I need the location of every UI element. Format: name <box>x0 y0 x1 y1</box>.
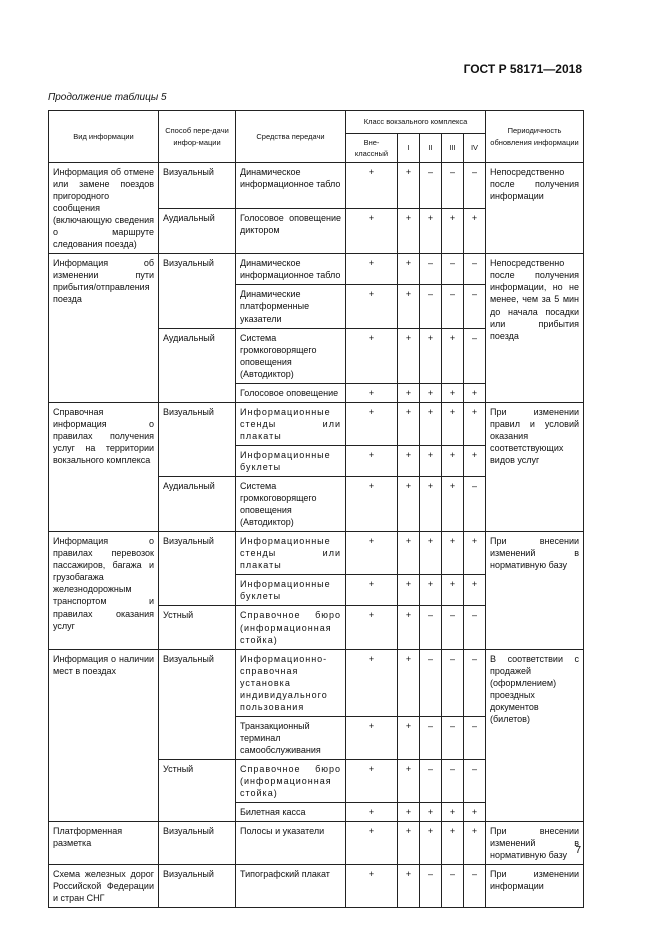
means-cell: Динамическое информационное табло <box>236 254 346 285</box>
class-mark-cell: + <box>346 606 398 649</box>
info-type-cell: Схема железных дорог Российской Федерации и стран СНГ <box>49 865 159 908</box>
table-row <box>49 163 584 209</box>
method-cell: Визуальный <box>159 822 236 865</box>
class-mark-cell: – <box>464 865 486 908</box>
class-mark-cell: + <box>464 575 486 606</box>
table-row <box>49 402 584 445</box>
class-mark-cell: – <box>420 649 442 716</box>
class-mark-cell: + <box>464 445 486 476</box>
means-cell: Информационные стенды или плакаты <box>236 402 346 445</box>
class-mark-cell: + <box>346 865 398 908</box>
class-mark-cell: + <box>398 383 420 402</box>
class-mark-cell: + <box>442 822 464 865</box>
means-cell: Справочное бюро (информационная стойка) <box>236 759 346 802</box>
means-cell: Типографский плакат <box>236 865 346 908</box>
class-mark-cell: – <box>442 163 464 209</box>
table-caption: Продолжение таблицы 5 <box>48 92 167 103</box>
method-cell: Визуальный <box>159 532 236 606</box>
class-mark-cell: + <box>398 254 420 285</box>
class-mark-cell: + <box>398 532 420 575</box>
class-mark-cell: – <box>420 163 442 209</box>
class-mark-cell: + <box>420 402 442 445</box>
class-mark-cell: + <box>346 285 398 328</box>
header-class-ext: Вне-классный <box>346 134 398 163</box>
class-mark-cell: + <box>442 477 464 532</box>
class-mark-cell: + <box>398 759 420 802</box>
class-mark-cell: + <box>398 716 420 759</box>
class-mark-cell: + <box>398 328 420 383</box>
class-mark-cell: – <box>420 865 442 908</box>
table-row <box>49 865 584 908</box>
info-type-cell: Платформенная разметка <box>49 822 159 865</box>
means-cell: Информационные буклеты <box>236 575 346 606</box>
class-mark-cell: + <box>346 649 398 716</box>
class-mark-cell: + <box>442 383 464 402</box>
class-mark-cell: + <box>346 822 398 865</box>
header-class-2: II <box>420 134 442 163</box>
period-cell: В соответствии с продажей (оформлением) проездных документов (билетов) <box>486 649 584 822</box>
means-cell: Динамические платформенные указатели <box>236 285 346 328</box>
info-table <box>48 110 584 908</box>
class-mark-cell: + <box>420 822 442 865</box>
method-cell: Аудиальный <box>159 328 236 402</box>
period-cell: При внесении изменений в нормативную базу <box>486 532 584 649</box>
header-method: Способ пере-дачи инфор-мации <box>159 111 236 163</box>
method-cell: Визуальный <box>159 163 236 209</box>
header-class-3: III <box>442 134 464 163</box>
class-mark-cell: – <box>464 163 486 209</box>
method-cell: Визуальный <box>159 865 236 908</box>
method-cell: Аудиальный <box>159 477 236 532</box>
class-mark-cell: + <box>346 328 398 383</box>
class-mark-cell: + <box>346 163 398 209</box>
class-mark-cell: + <box>398 575 420 606</box>
header-period: Периодичность обновления информации <box>486 111 584 163</box>
header-means: Средства передачи <box>236 111 346 163</box>
class-mark-cell: + <box>420 575 442 606</box>
class-mark-cell: – <box>464 328 486 383</box>
class-mark-cell: + <box>464 822 486 865</box>
means-cell: Транзакционный терминал самообслуживания <box>236 716 346 759</box>
class-mark-cell: + <box>346 803 398 822</box>
header-class-group: Класс вокзального комплекса <box>346 111 486 134</box>
class-mark-cell: + <box>420 208 442 254</box>
means-cell: Справочное бюро (информационная стойка) <box>236 606 346 649</box>
class-mark-cell: + <box>420 532 442 575</box>
means-cell: Голосовое оповещение диктором <box>236 208 346 254</box>
class-mark-cell: – <box>442 865 464 908</box>
class-mark-cell: + <box>442 803 464 822</box>
class-mark-cell: – <box>420 254 442 285</box>
class-mark-cell: + <box>398 285 420 328</box>
means-cell: Голосовое оповещение <box>236 383 346 402</box>
class-mark-cell: + <box>442 402 464 445</box>
means-cell: Информационные буклеты <box>236 445 346 476</box>
class-mark-cell: + <box>464 383 486 402</box>
class-mark-cell: + <box>398 477 420 532</box>
table-row <box>49 649 584 716</box>
class-mark-cell: – <box>420 285 442 328</box>
class-mark-cell: – <box>464 606 486 649</box>
class-mark-cell: + <box>346 383 398 402</box>
info-type-cell: Информация о правилах перевозок пассажиров, багажа и грузобагажа железнодорожным транспортом и правилах оказания услуг <box>49 532 159 649</box>
class-mark-cell: + <box>420 803 442 822</box>
page-number: 7 <box>575 845 581 856</box>
class-mark-cell: + <box>346 208 398 254</box>
header-class-1: I <box>398 134 420 163</box>
table-row <box>49 822 584 865</box>
table-body <box>49 163 584 908</box>
class-mark-cell: – <box>420 716 442 759</box>
method-cell: Аудиальный <box>159 208 236 254</box>
class-mark-cell: – <box>464 759 486 802</box>
class-mark-cell: + <box>346 759 398 802</box>
class-mark-cell: – <box>442 285 464 328</box>
period-cell: Непосредственно после получения информации, но не менее, чем за 5 мин до начала посадки или прибытия поезда <box>486 254 584 402</box>
class-mark-cell: + <box>398 208 420 254</box>
class-mark-cell: – <box>442 759 464 802</box>
class-mark-cell: + <box>398 402 420 445</box>
class-mark-cell: – <box>420 606 442 649</box>
class-mark-cell: + <box>346 716 398 759</box>
class-mark-cell: – <box>442 716 464 759</box>
period-cell: Непосредственно после получения информации <box>486 163 584 254</box>
class-mark-cell: + <box>464 208 486 254</box>
method-cell: Визуальный <box>159 254 236 328</box>
class-mark-cell: + <box>420 477 442 532</box>
class-mark-cell: + <box>442 208 464 254</box>
class-mark-cell: – <box>464 254 486 285</box>
means-cell: Информационные стенды или плакаты <box>236 532 346 575</box>
period-cell: При изменении правил и условий оказания соответствующих видов услуг <box>486 402 584 531</box>
means-cell: Полосы и указатели <box>236 822 346 865</box>
class-mark-cell: – <box>442 649 464 716</box>
class-mark-cell: + <box>398 803 420 822</box>
document-code: ГОСТ Р 58171—2018 <box>463 62 582 76</box>
class-mark-cell: + <box>464 402 486 445</box>
class-mark-cell: – <box>464 285 486 328</box>
class-mark-cell: + <box>442 328 464 383</box>
class-mark-cell: – <box>442 254 464 285</box>
means-cell: Динамическое информационное табло <box>236 163 346 209</box>
class-mark-cell: + <box>398 822 420 865</box>
means-cell: Информационно-справочная установка индивидуального пользования <box>236 649 346 716</box>
class-mark-cell: + <box>398 649 420 716</box>
means-cell: Система громкоговорящего оповещения (Автодиктор) <box>236 477 346 532</box>
info-type-cell: Справочная информация о правилах получения услуг на территории вокзального комплекса <box>49 402 159 531</box>
class-mark-cell: + <box>398 445 420 476</box>
class-mark-cell: + <box>346 575 398 606</box>
table-row <box>49 254 584 285</box>
class-mark-cell: – <box>420 759 442 802</box>
class-mark-cell: – <box>464 716 486 759</box>
class-mark-cell: + <box>442 445 464 476</box>
header-class-4: IV <box>464 134 486 163</box>
method-cell: Устный <box>159 759 236 821</box>
class-mark-cell: + <box>420 328 442 383</box>
means-cell: Билетная касса <box>236 803 346 822</box>
method-cell: Визуальный <box>159 649 236 759</box>
method-cell: Устный <box>159 606 236 649</box>
header-row <box>49 111 584 134</box>
period-cell: При изменении информации <box>486 865 584 908</box>
info-type-cell: Информация о наличии мест в поездах <box>49 649 159 822</box>
period-cell: При внесении изменений в нормативную базу <box>486 822 584 865</box>
class-mark-cell: + <box>398 865 420 908</box>
class-mark-cell: + <box>346 402 398 445</box>
means-cell: Система громкоговорящего оповещения (Автодиктор) <box>236 328 346 383</box>
class-mark-cell: + <box>398 606 420 649</box>
class-mark-cell: – <box>442 606 464 649</box>
class-mark-cell: + <box>398 163 420 209</box>
table-row <box>49 532 584 575</box>
class-mark-cell: + <box>346 254 398 285</box>
class-mark-cell: + <box>464 532 486 575</box>
info-type-cell: Информация об изменении пути прибытия/отправления поезда <box>49 254 159 402</box>
class-mark-cell: – <box>464 649 486 716</box>
header-info-type: Вид информации <box>49 111 159 163</box>
method-cell: Визуальный <box>159 402 236 476</box>
class-mark-cell: + <box>464 803 486 822</box>
class-mark-cell: + <box>420 383 442 402</box>
class-mark-cell: + <box>442 532 464 575</box>
class-mark-cell: + <box>346 532 398 575</box>
class-mark-cell: + <box>346 445 398 476</box>
info-type-cell: Информация об отмене или замене поездов пригородного сообщения (включающую сведения о маршруте следования поезда) <box>49 163 159 254</box>
class-mark-cell: – <box>464 477 486 532</box>
class-mark-cell: + <box>420 445 442 476</box>
class-mark-cell: + <box>442 575 464 606</box>
class-mark-cell: + <box>346 477 398 532</box>
